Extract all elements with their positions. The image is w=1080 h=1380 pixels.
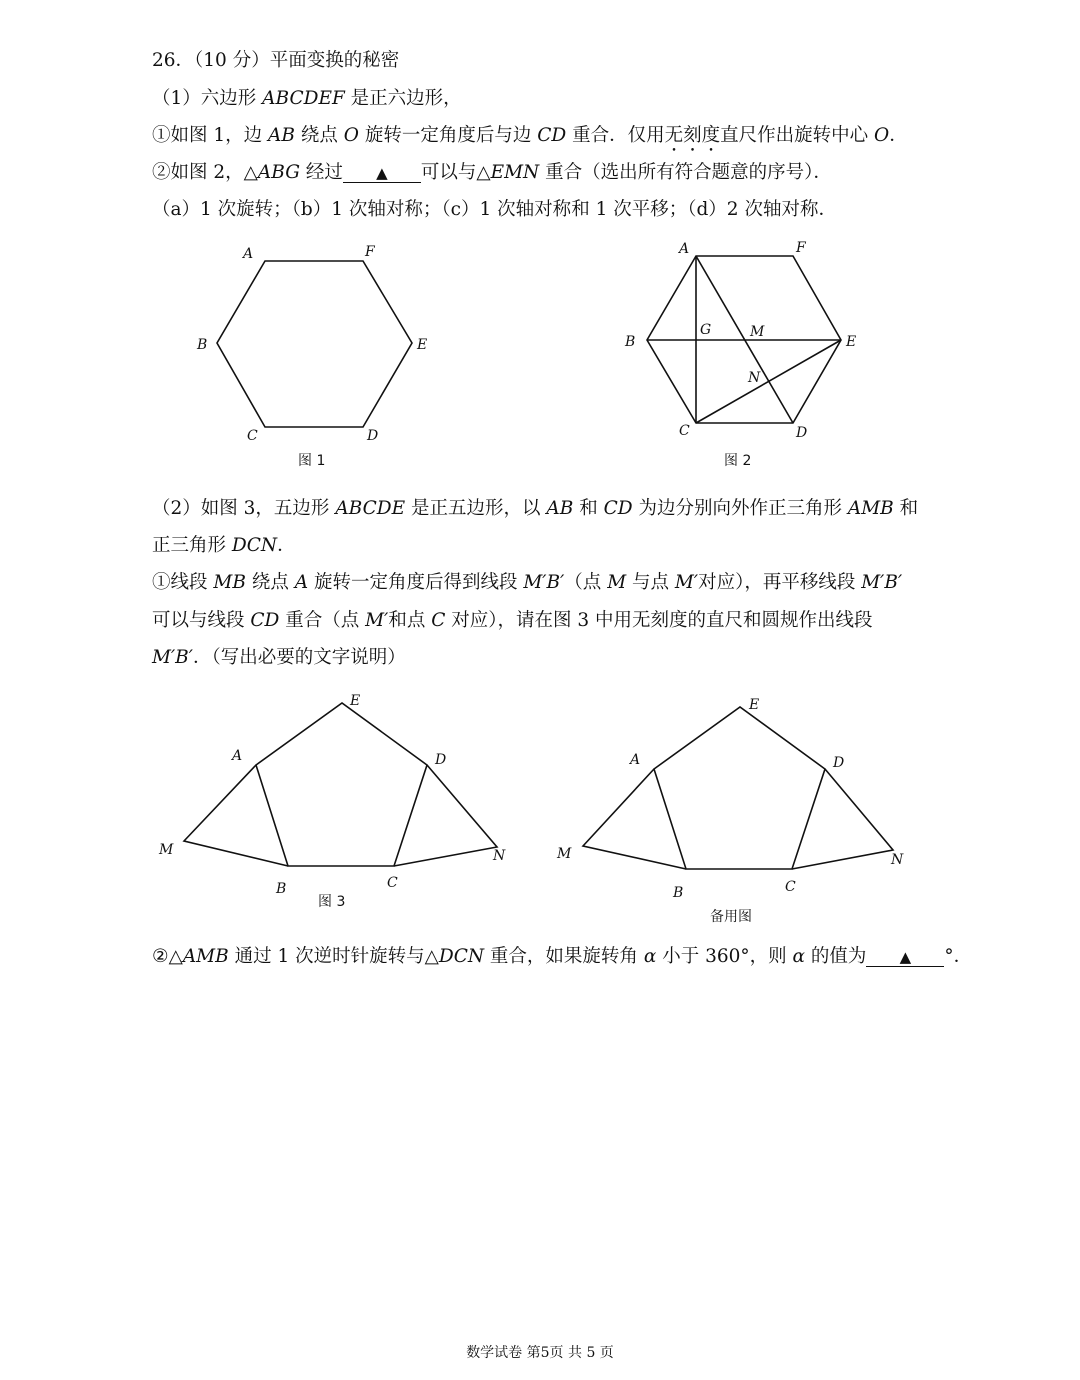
vertex-label: A — [630, 752, 641, 768]
part2-title: （2）如图 3，五边形 ABCDE 是正五边形，以 AB 和 CD 为边分别向外作正三角形 AMB 和 — [152, 498, 919, 519]
vertex-label: D — [796, 425, 808, 441]
triangle-DCN-fig3 — [394, 765, 497, 866]
vertex-label: E — [417, 337, 428, 353]
vertex-label: E — [350, 693, 361, 709]
vertex-label: A — [243, 246, 254, 262]
vertex-label: D — [833, 755, 845, 771]
vertex-label: M — [159, 842, 174, 858]
vertex-label: C — [247, 428, 258, 444]
part2-question1-line1: ①线段 MB 绕点 A 旋转一定角度后得到线段 M′B′（点 M 与点 M′对应），再平移线段 M′B′ — [152, 572, 903, 593]
vertex-label: B — [197, 337, 208, 353]
vertex-label: A — [679, 241, 690, 257]
vertex-label: F — [796, 240, 806, 256]
part2-question1-line3: M′B′．（写出必要的文字说明） — [152, 647, 406, 668]
part1-question2: ②如图 2，△ABG 经过 ▲ 可以与△EMN 重合（选出所有符合题意的序号）． — [152, 162, 832, 183]
vertex-label: E — [846, 334, 857, 350]
pentagon-fig4 — [654, 707, 825, 869]
figure-caption: 图 3 — [318, 894, 346, 910]
vertex-label: D — [367, 428, 379, 444]
answer-blank: ▲ — [343, 164, 421, 183]
vertex-label: E — [749, 697, 760, 713]
vertex-label: F — [365, 244, 375, 260]
vertex-label: C — [785, 879, 796, 895]
part2-question1-line2: 可以与线段 CD 重合（点 M′和点 C 对应），请在图 3 中用无刻度的直尺和圆规作出线段 — [152, 610, 873, 631]
vertex-label: N — [493, 848, 506, 864]
answer-blank: ▲ — [866, 948, 944, 967]
vertex-label: A — [232, 748, 243, 764]
triangle-DCN-fig4 — [792, 769, 893, 869]
page-footer: 数学试卷 第5页 共 5 页 — [466, 1345, 614, 1361]
segment-CE — [696, 340, 841, 423]
point-label: G — [700, 322, 712, 338]
vertex-label: C — [679, 423, 690, 439]
vertex-label: B — [276, 881, 287, 897]
part2-title-line2: 正三角形 DCN． — [152, 535, 296, 556]
vertex-label: D — [435, 752, 447, 768]
vertex-label: M — [557, 846, 572, 862]
part1-title: （1）六边形 ABCDEF 是正六边形， — [152, 88, 462, 109]
vertex-label: C — [387, 875, 398, 891]
emphasized-text: 无刻度 — [664, 125, 721, 146]
options-line: （a）1 次旋转；（b）1 次轴对称；（c）1 次轴对称和 1 次平移；（d）2 次轴对称． — [152, 199, 837, 220]
pentagon-fig3 — [256, 703, 427, 866]
vertex-label: B — [673, 885, 684, 901]
figure-caption: 图 1 — [298, 453, 326, 469]
vertex-label: N — [891, 852, 904, 868]
figure-caption: 备用图 — [710, 909, 752, 925]
hexagon-fig1 — [217, 261, 412, 427]
figure-caption: 图 2 — [724, 453, 752, 469]
part2-question2: ②△AMB 通过 1 次逆时针旋转与△DCN 重合，如果旋转角 α 小于 360°，则 α 的值为 ▲ °． — [152, 946, 973, 967]
point-label: N — [748, 370, 761, 386]
vertex-label: B — [625, 334, 636, 350]
question-header: 26．（10 分）平面变换的秘密 — [152, 50, 400, 71]
part1-question1: ①如图 1，边 AB 绕点 O 旋转一定角度后与边 CD 重合．仅用无刻度直尺作出旋转中心 O． — [152, 125, 908, 146]
point-label: M — [750, 324, 765, 340]
